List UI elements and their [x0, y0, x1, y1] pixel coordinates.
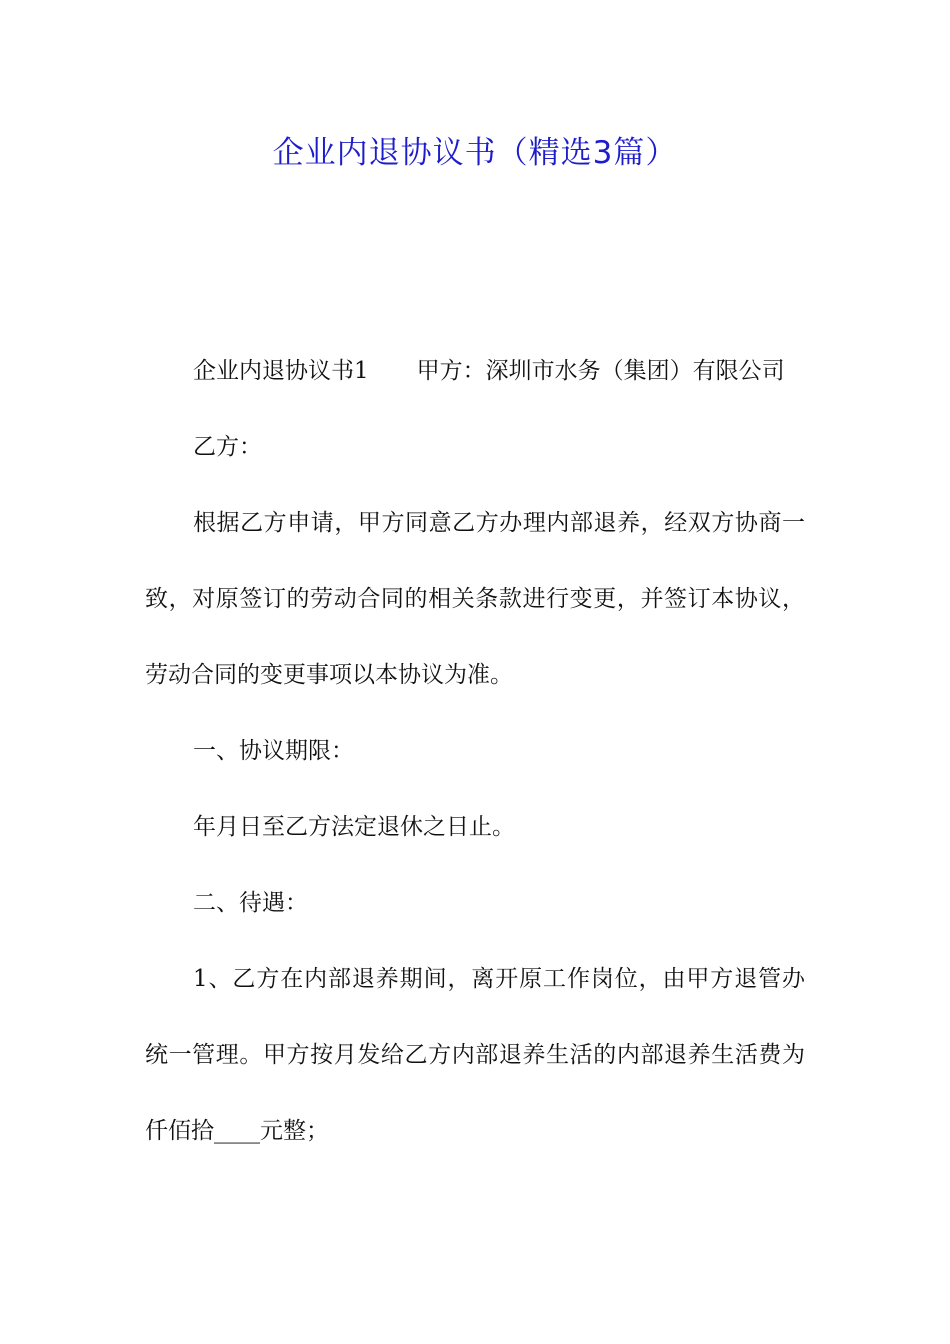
paragraph-benefits-heading: 二、待遇：: [193, 890, 308, 916]
paragraph-agreement-heading: [145, 333, 805, 409]
paragraph-benefits-item-1: 1、乙方在内部退养期间，离开原工作岗位，由甲方退管办统一管理。甲方按月发给乙方内部退养生活的内部退养生活费为仟佰拾____元整；: [145, 966, 805, 1144]
paragraph-party-b: 乙方：: [193, 434, 262, 460]
agreement-heading: 企业内退协议书1: [193, 358, 369, 384]
document-body: [145, 333, 805, 1169]
document-title: 企业内退协议书（精选3篇）: [272, 135, 678, 171]
paragraph-preamble: 根据乙方申请，甲方同意乙方办理内部退养，经双方协商一致，对原签订的劳动合同的相关条款进行变更，并签订本协议，劳动合同的变更事项以本协议为准。: [145, 510, 805, 688]
paragraph-term: 年月日至乙方法定退休之日止。: [193, 814, 515, 840]
paragraph-term-heading: 一、协议期限：: [193, 738, 354, 764]
party-a-line: 甲方：深圳市水务（集团）有限公司: [416, 358, 785, 384]
